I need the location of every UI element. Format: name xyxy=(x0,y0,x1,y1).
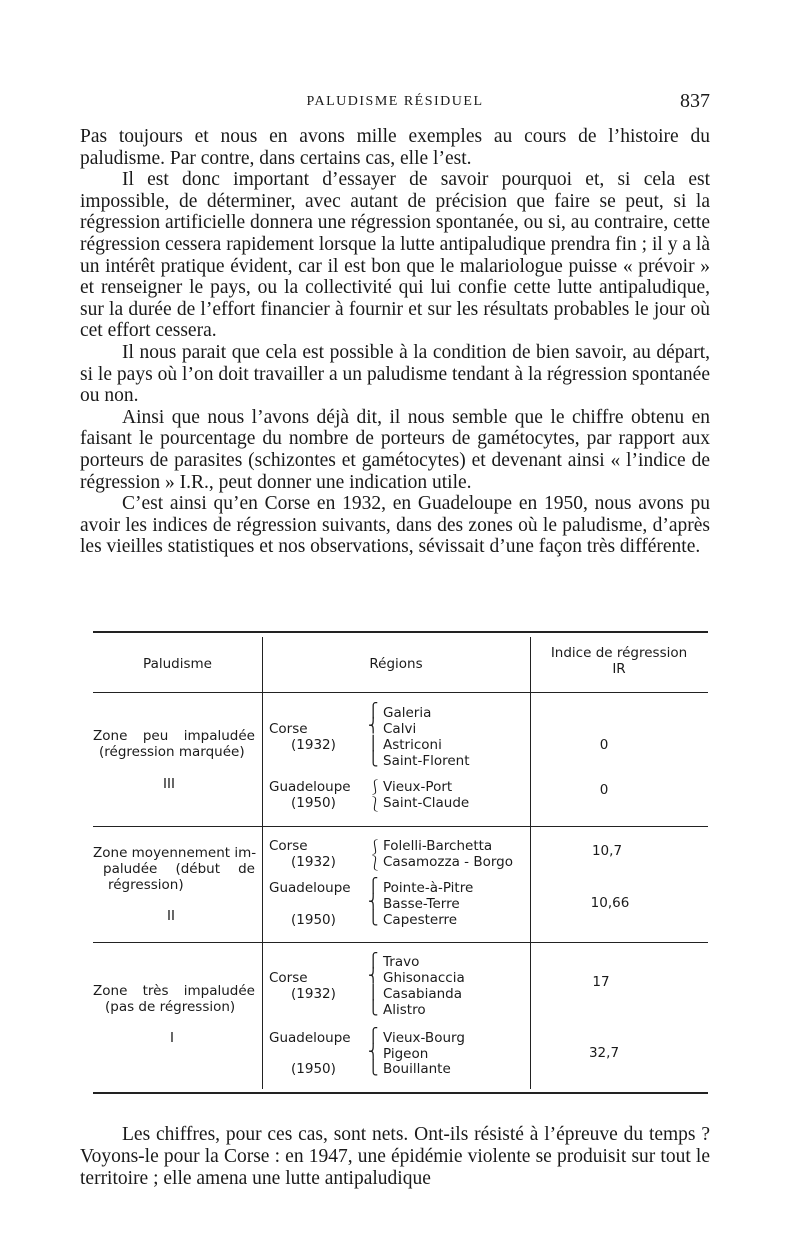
commune: Calvi xyxy=(383,721,417,737)
zone-label: paludée (début de xyxy=(103,861,255,877)
header-ir: IR xyxy=(612,661,626,677)
page-number: 837 xyxy=(680,90,710,112)
commune: Travo xyxy=(383,954,420,970)
table-top-rule xyxy=(93,631,708,633)
brace-icon: ⎧ xyxy=(368,703,379,719)
region-place: Guadeloupe xyxy=(269,779,351,795)
ir-value: 32,7 xyxy=(588,1045,620,1061)
header-paludisme: Paludisme xyxy=(143,656,212,672)
brace-icon: ⎧ xyxy=(368,1028,379,1044)
zone-roman: III xyxy=(163,776,175,792)
brace-icon: ⎨ xyxy=(368,894,379,910)
ir-value: 17 xyxy=(592,974,610,990)
region-place: Guadeloupe xyxy=(269,880,351,896)
brace-icon: ⎩ xyxy=(368,751,379,767)
column-divider xyxy=(262,637,263,1089)
zone-roman: II xyxy=(167,908,175,924)
ir-value: 0 xyxy=(599,782,609,798)
zone-label: Zone peu impaludée xyxy=(93,728,255,744)
ir-value: 0 xyxy=(599,737,609,753)
zone-label: régression) xyxy=(108,877,184,893)
paragraph: Les chiffres, pour ces cas, sont nets. Ont-ils résisté à l’épreuve du temps ? Voyons-le pour la Corse : en 1947, une épidémie violente se produisit sur tout le territoire ; elle amena une lutte antipaludique xyxy=(80,1124,710,1189)
commune: Basse-Terre xyxy=(383,896,460,912)
table-bottom-rule xyxy=(93,1092,708,1094)
zone-divider xyxy=(93,826,708,827)
brace-icon: ⎰ xyxy=(368,780,382,796)
brace-icon: ⎧ xyxy=(368,878,379,894)
commune: Alistro xyxy=(383,1002,426,1018)
brace-icon: ⎱ xyxy=(368,856,382,872)
page-header xyxy=(80,90,710,116)
region-year: (1950) xyxy=(291,912,336,928)
paragraph: Il nous parait que cela est possible à la condition de bien savoir, au départ, si le pays où l’on doit travailler a un paludisme tendant à la régression spontanée ou non. xyxy=(80,341,710,407)
zone-label: (régression marquée) xyxy=(99,744,245,760)
commune: Vieux-Bourg xyxy=(383,1030,465,1046)
brace-icon: ⎨ xyxy=(368,1044,379,1060)
zone-label: (pas de régression) xyxy=(105,999,236,1015)
ir-value: 10,7 xyxy=(591,843,623,859)
brace-icon: ⎧ xyxy=(368,953,379,969)
paragraph: C’est ainsi qu’en Corse en 1932, en Guadeloupe en 1950, nous avons pu avoir les indices de régression suivants, dans des zones où le paludisme, d’après les vieilles statistiques et nos observations, sévissait d’une façon très différente. xyxy=(80,493,710,558)
closing-text xyxy=(80,1124,710,1190)
commune: Pigeon xyxy=(383,1046,429,1062)
region-year: (1950) xyxy=(291,1061,336,1077)
commune: Saint-Claude xyxy=(383,795,470,811)
zone-label: Zone très impaludée xyxy=(93,983,255,999)
commune: Bouillante xyxy=(383,1061,451,1077)
commune: Pointe-à-Pitre xyxy=(383,880,474,896)
region-place: Corse xyxy=(269,970,308,986)
region-place: Guadeloupe xyxy=(269,1030,351,1046)
paragraph: Pas toujours et nous en avons mille exemples au cours de l’histoire du paludisme. Par contre, dans certains cas, elle l’est. xyxy=(80,126,710,169)
commune: Casabianda xyxy=(383,986,462,1002)
region-place: Corse xyxy=(269,721,308,737)
commune: Astriconi xyxy=(383,737,442,753)
paragraph: Ainsi que nous l’avons déjà dit, il nous semble que le chiffre obtenu en faisant le pourcentage du nombre de porteurs de gamétocytes, par rapport aux porteurs de parasites (schizontes et gamétocytes) et devenant ainsi « l’indice de régression » I.R., peut donner une indication utile. xyxy=(80,406,710,493)
commune: Casamozza - Borgo xyxy=(383,854,513,870)
commune: Vieux-Port xyxy=(383,779,453,795)
header-indice: Indice de régression xyxy=(550,645,688,661)
brace-icon: ⎨ xyxy=(368,718,379,734)
commune: Folelli-Barchetta xyxy=(383,838,493,854)
brace-icon: ⎩ xyxy=(368,1060,379,1076)
commune: Galeria xyxy=(383,705,432,721)
brace-icon: ⎰ xyxy=(368,840,382,856)
brace-icon: ⎪ xyxy=(368,985,379,1001)
region-year: (1932) xyxy=(291,854,336,870)
zone-label: Zone moyennement im- xyxy=(93,845,257,861)
zone-divider xyxy=(93,942,708,943)
body-text xyxy=(80,126,710,558)
region-year: (1932) xyxy=(291,737,336,753)
commune: Ghisonaccia xyxy=(383,970,465,986)
commune: Saint-Florent xyxy=(383,753,470,769)
zone-roman: I xyxy=(170,1030,174,1046)
brace-icon: ⎩ xyxy=(368,910,379,926)
header-regions: Régions xyxy=(369,656,423,672)
commune: Capesterre xyxy=(383,912,458,928)
region-year: (1950) xyxy=(291,795,336,811)
region-place: Corse xyxy=(269,838,308,854)
header-rule xyxy=(93,692,708,693)
brace-icon: ⎱ xyxy=(368,797,382,813)
brace-icon: ⎩ xyxy=(368,1000,379,1016)
brace-icon: ⎨ xyxy=(368,968,379,984)
region-year: (1932) xyxy=(291,986,336,1002)
ir-value: 10,66 xyxy=(590,895,630,911)
column-divider xyxy=(530,637,531,1089)
brace-icon: ⎪ xyxy=(368,736,379,752)
running-title: PALUDISME RÉSIDUEL xyxy=(306,94,484,109)
paragraph: Il est donc important d’essayer de savoir pourquoi et, si cela est impossible, de déterminer, avec autant de précision que faire se peut, si la régression artificielle donnera une régression spontanée, ou si, au contraire, cette régression cessera rapidement lorsque la lutte antipaludique prendra fin ; il y a là un intérêt pratique évident, car il est bon que le malariologue puisse « prévoir » et renseigner le pays, ou la collectivité qui lui confie cette lutte antipaludique, sur la durée de l’effort financier à fournir et sur les résultats probables le jour où cet effort cessera. xyxy=(80,169,710,342)
